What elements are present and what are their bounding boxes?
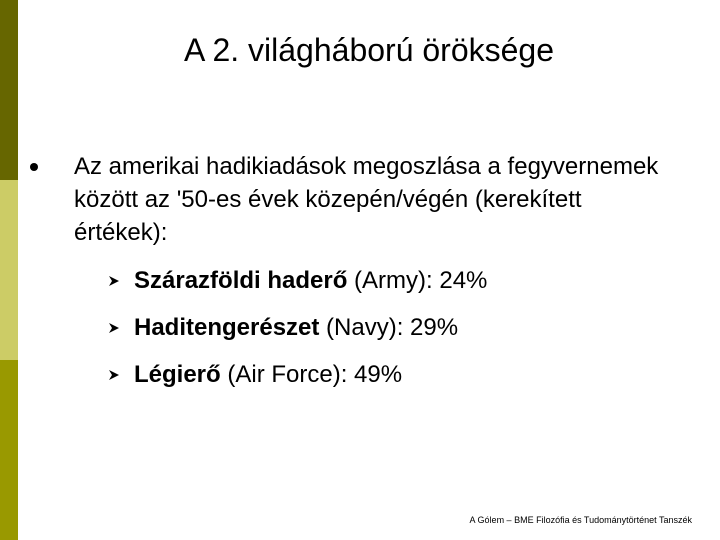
sub-bullet-air-force xyxy=(108,360,402,390)
sub-bullet-rest: (Army): 24% xyxy=(347,267,488,294)
sub-bullet-army xyxy=(108,266,487,296)
sub-bullet-rest: (Navy): 29% xyxy=(319,314,459,341)
arrow-bullet-icon xyxy=(108,369,120,381)
left-band-middle xyxy=(0,180,18,360)
footer-credit: A Gólem – BME Filozófia és Tudománytörténet Tanszék xyxy=(469,515,692,525)
sub-bullet-bold: Szárazföldi haderő xyxy=(134,267,348,294)
slide-title: A 2. világháború öröksége xyxy=(183,32,555,68)
left-band-top xyxy=(0,0,18,180)
sub-bullet-rest: (Air Force): 49% xyxy=(220,361,403,388)
sub-bullet-bold: Haditengerészet xyxy=(134,314,320,341)
sub-bullet-navy xyxy=(108,313,458,343)
bullet-dot-icon xyxy=(30,163,38,171)
arrow-bullet-icon xyxy=(108,275,120,287)
arrow-bullet-icon xyxy=(108,322,120,334)
main-bullet xyxy=(30,150,670,249)
sub-bullet-bold: Légierő xyxy=(134,361,221,388)
left-band-bottom xyxy=(0,360,18,540)
main-bullet-text: Az amerikai hadikiadások megoszlása a fegyvernemek között az '50-es évek közepén/végén (kerekített értékek): xyxy=(74,153,659,246)
